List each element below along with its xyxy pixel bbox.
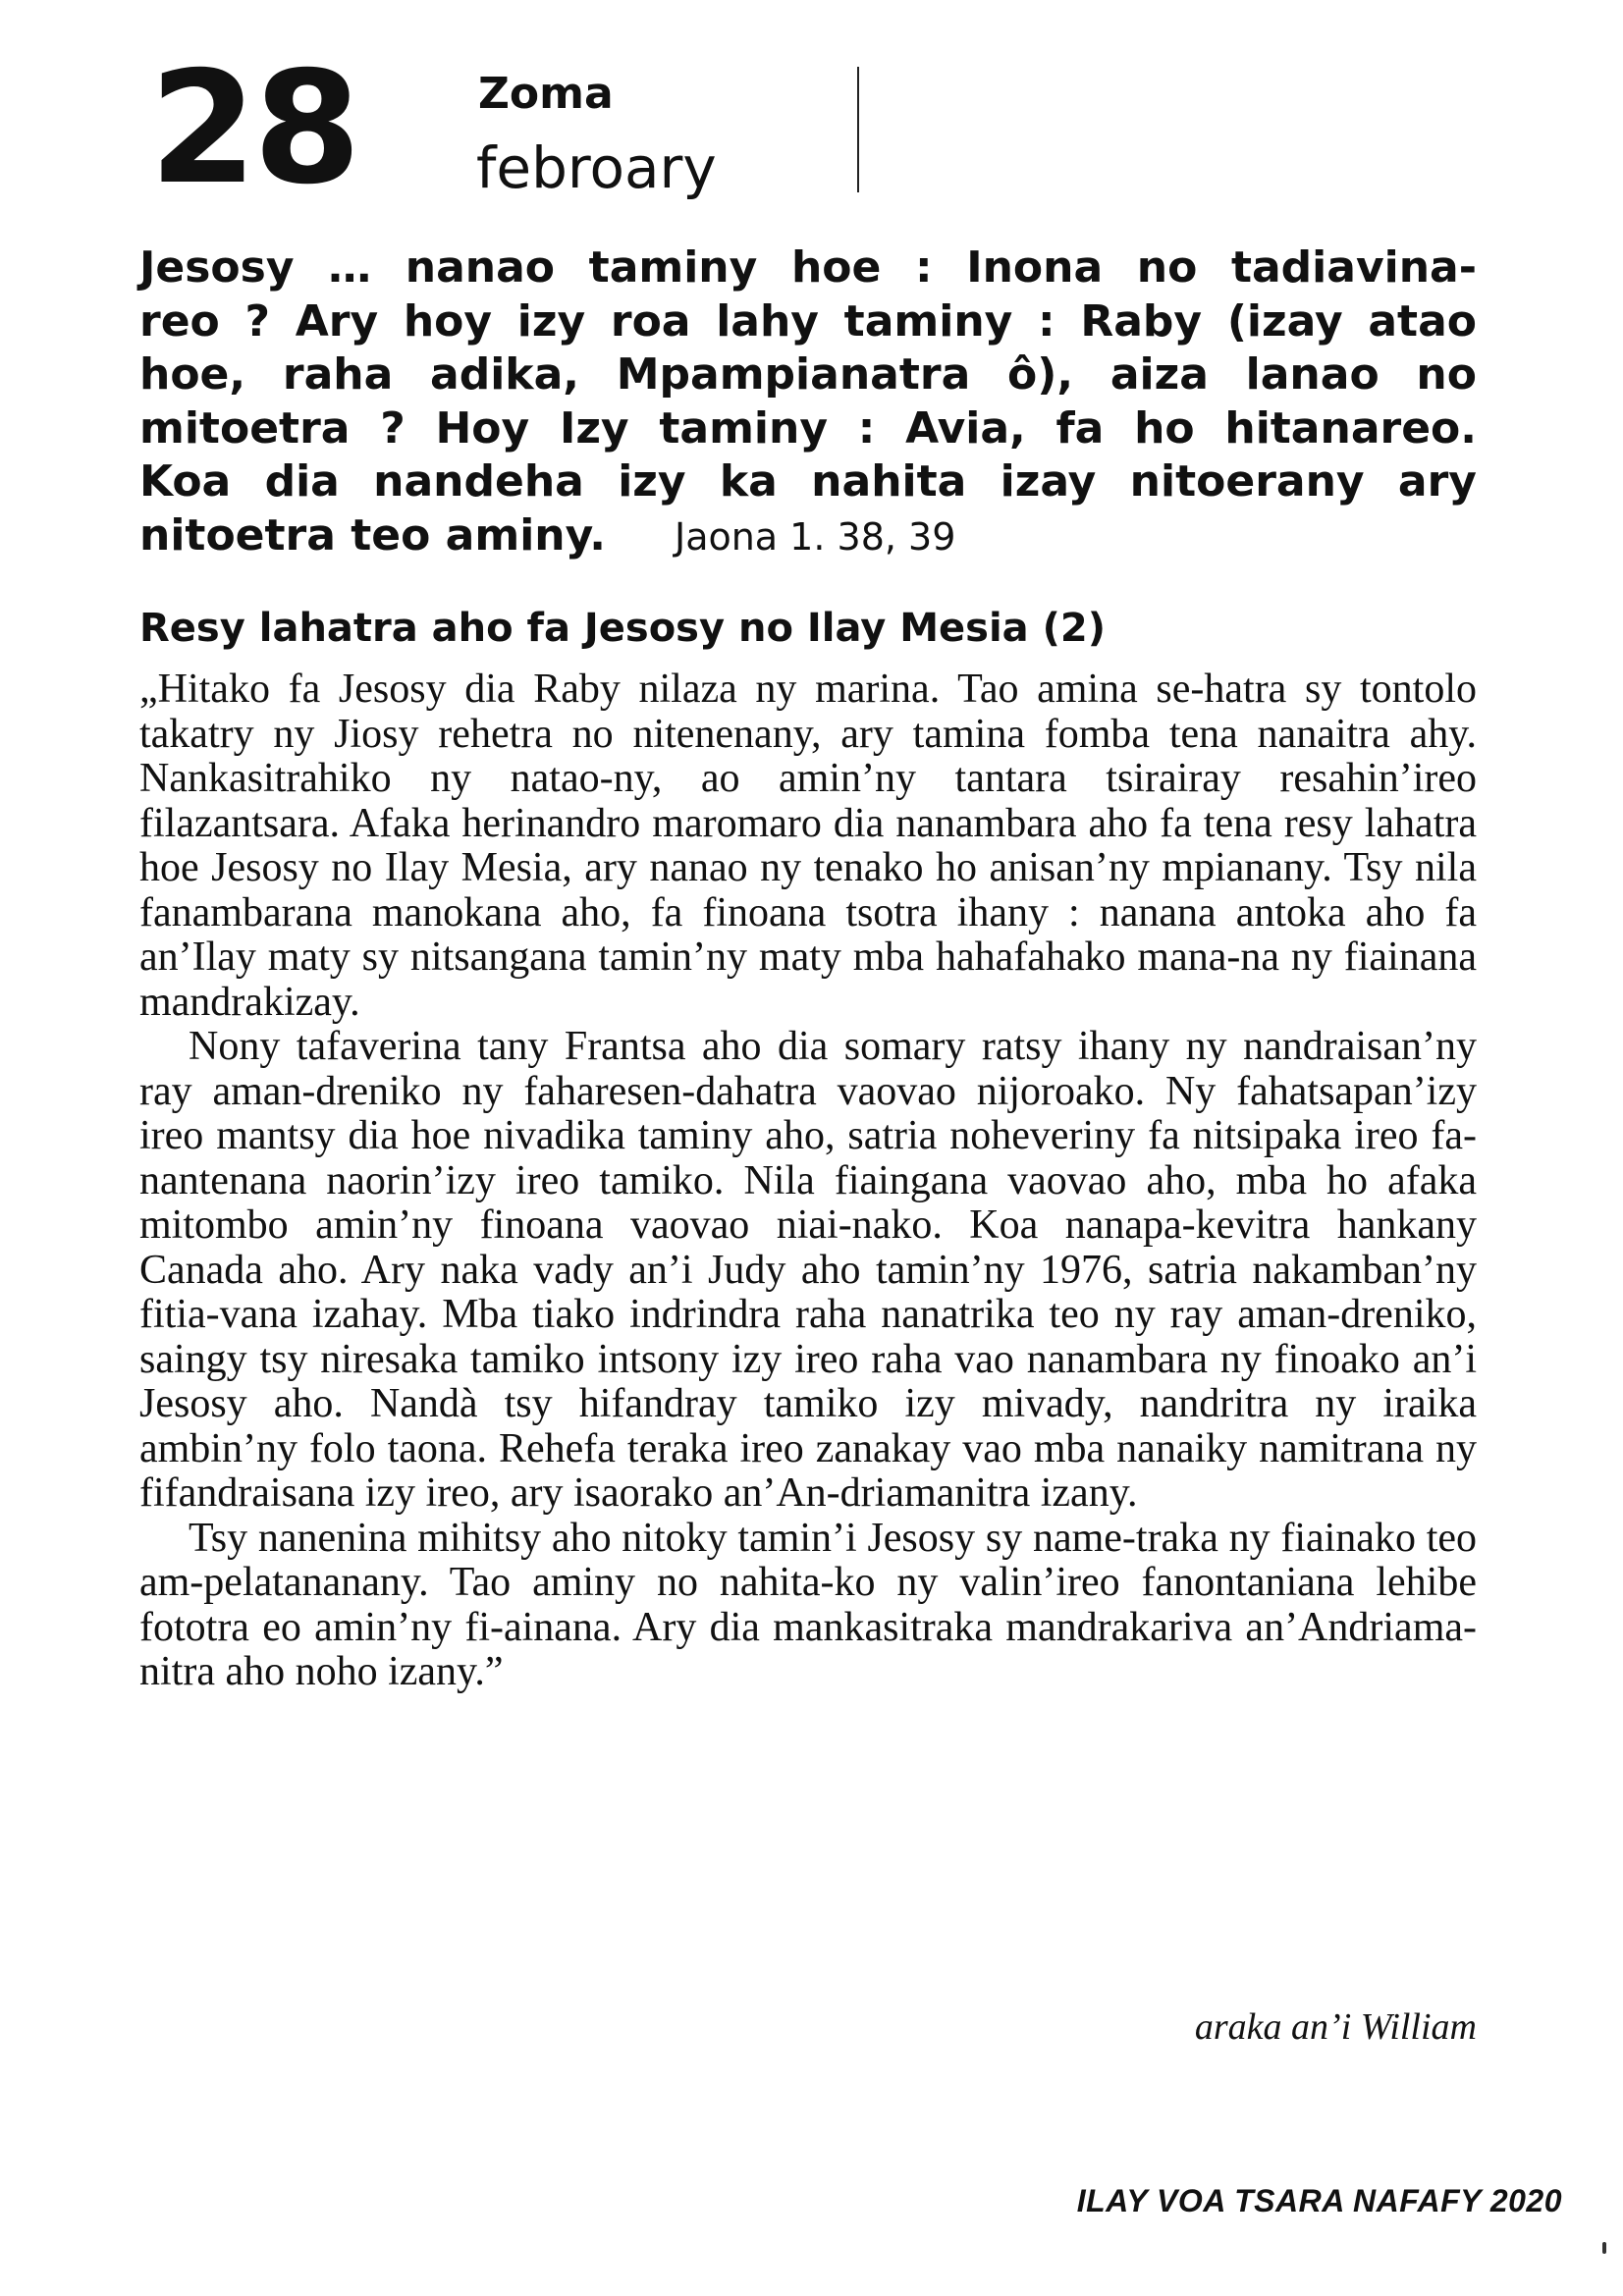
verse-reference: Jaona 1. 38, 39 xyxy=(674,514,956,559)
verse-line: hoe, raha adika, Mpampianatra ô), aiza lanao no xyxy=(139,349,1477,400)
header-divider xyxy=(857,67,859,192)
body-paragraph: Nony tafaverina tany Frantsa aho dia somary ratsy ihany ny nandraisan’ny ray aman-dreniko ny faharesen-dahatra vaovao nijoroako. Ny fahatsapan’izy ireo mantsy dia hoe nivadika taminy aho, satria noheveriny fa nitsipaka ireo fa-nantenana naorin’izy ireo tamiko. Nila fiaingana vaovao aho, mba ho afaka mitombo amin’ny finoana vaovao niai-nako. Koa nanapa-kevitra hankany Canada aho. Ary naka vady an’i Judy aho tamin’ny 1976, satria nakamban’ny fitia-vana izahay. Mba tiako indrindra raha nanatrika teo ny ray aman-dreniko, saingy tsy niresaka tamiko intsony izy ireo raha vao nanambara ny finoako an’i Jesosy aho. Nandà tsy hifandray tamiko izy mivady, nandritra ny iraika ambin’ny folo taona. Rehefa teraka ireo zanakay vao mba nanaiky namitrana ny fifandraisana izy ireo, ary isaorako an’An-driamanitra izany. xyxy=(139,1024,1477,1516)
section-title: Resy lahatra aho fa Jesosy no Ilay Mesia (2) xyxy=(139,606,1106,651)
verse-line: mitoetra ? Hoy Izy taminy : Avia, fa ho hitanareo. xyxy=(139,402,1477,454)
verse-line: reo ? Ary hoy izy roa lahy taminy : Raby (izay atao xyxy=(139,295,1477,347)
weekday-label: Zoma xyxy=(478,69,614,119)
author-signature: araka an’i William xyxy=(1194,2006,1477,2048)
bible-verse xyxy=(139,241,1477,564)
day-number: 28 xyxy=(149,38,357,219)
month-label: febroary xyxy=(476,134,717,201)
article-body xyxy=(139,667,1477,1695)
verse-line: nitoetra teo aminy. xyxy=(139,509,606,561)
verse-line: Koa dia nandeha izy ka nahita izay nitoerany ary xyxy=(139,456,1477,507)
page-edge-mark xyxy=(1602,2242,1606,2254)
body-paragraph: Tsy nanenina mihitsy aho nitoky tamin’i Jesosy sy name-traka ny fiainako teo am-pelatananany. Tao aminy no nahita-ko ny valin’ireo fanontaniana lehibe fototra eo amin’ny fi-ainana. Ary dia mankasitraka mandrakariva an’Andriama-nitra aho noho izany.” xyxy=(139,1515,1477,1694)
publication-footer: ILAY VOA TSARA NAFAFY 2020 xyxy=(1076,2183,1562,2218)
body-paragraph: „Hitako fa Jesosy dia Raby nilaza ny marina. Tao amina se-hatra sy tontolo takatry ny Jiosy rehetra no nitenenany, ary tamina fomba tena nanaitra ahy. Nankasitrahiko ny natao-ny, ao amin’ny tantara tsirairay resahin’ireo filazantsara. Afaka herinandro maromaro dia nanambara aho fa tena resy lahatra hoe Jesosy no Ilay Mesia, ary nanao ny tenako ho anisan’ny mpianany. Tsy nila fanambarana manokana aho, fa finoana tsotra ihany : nanana antoka aho fa an’Ilay maty sy nitsangana tamin’ny maty mba hahafahako mana-na ny fiainana mandrakizay. xyxy=(139,667,1477,1025)
verse-line: Jesosy … nanao taminy hoe : Inona no tadiavina- xyxy=(139,242,1477,293)
